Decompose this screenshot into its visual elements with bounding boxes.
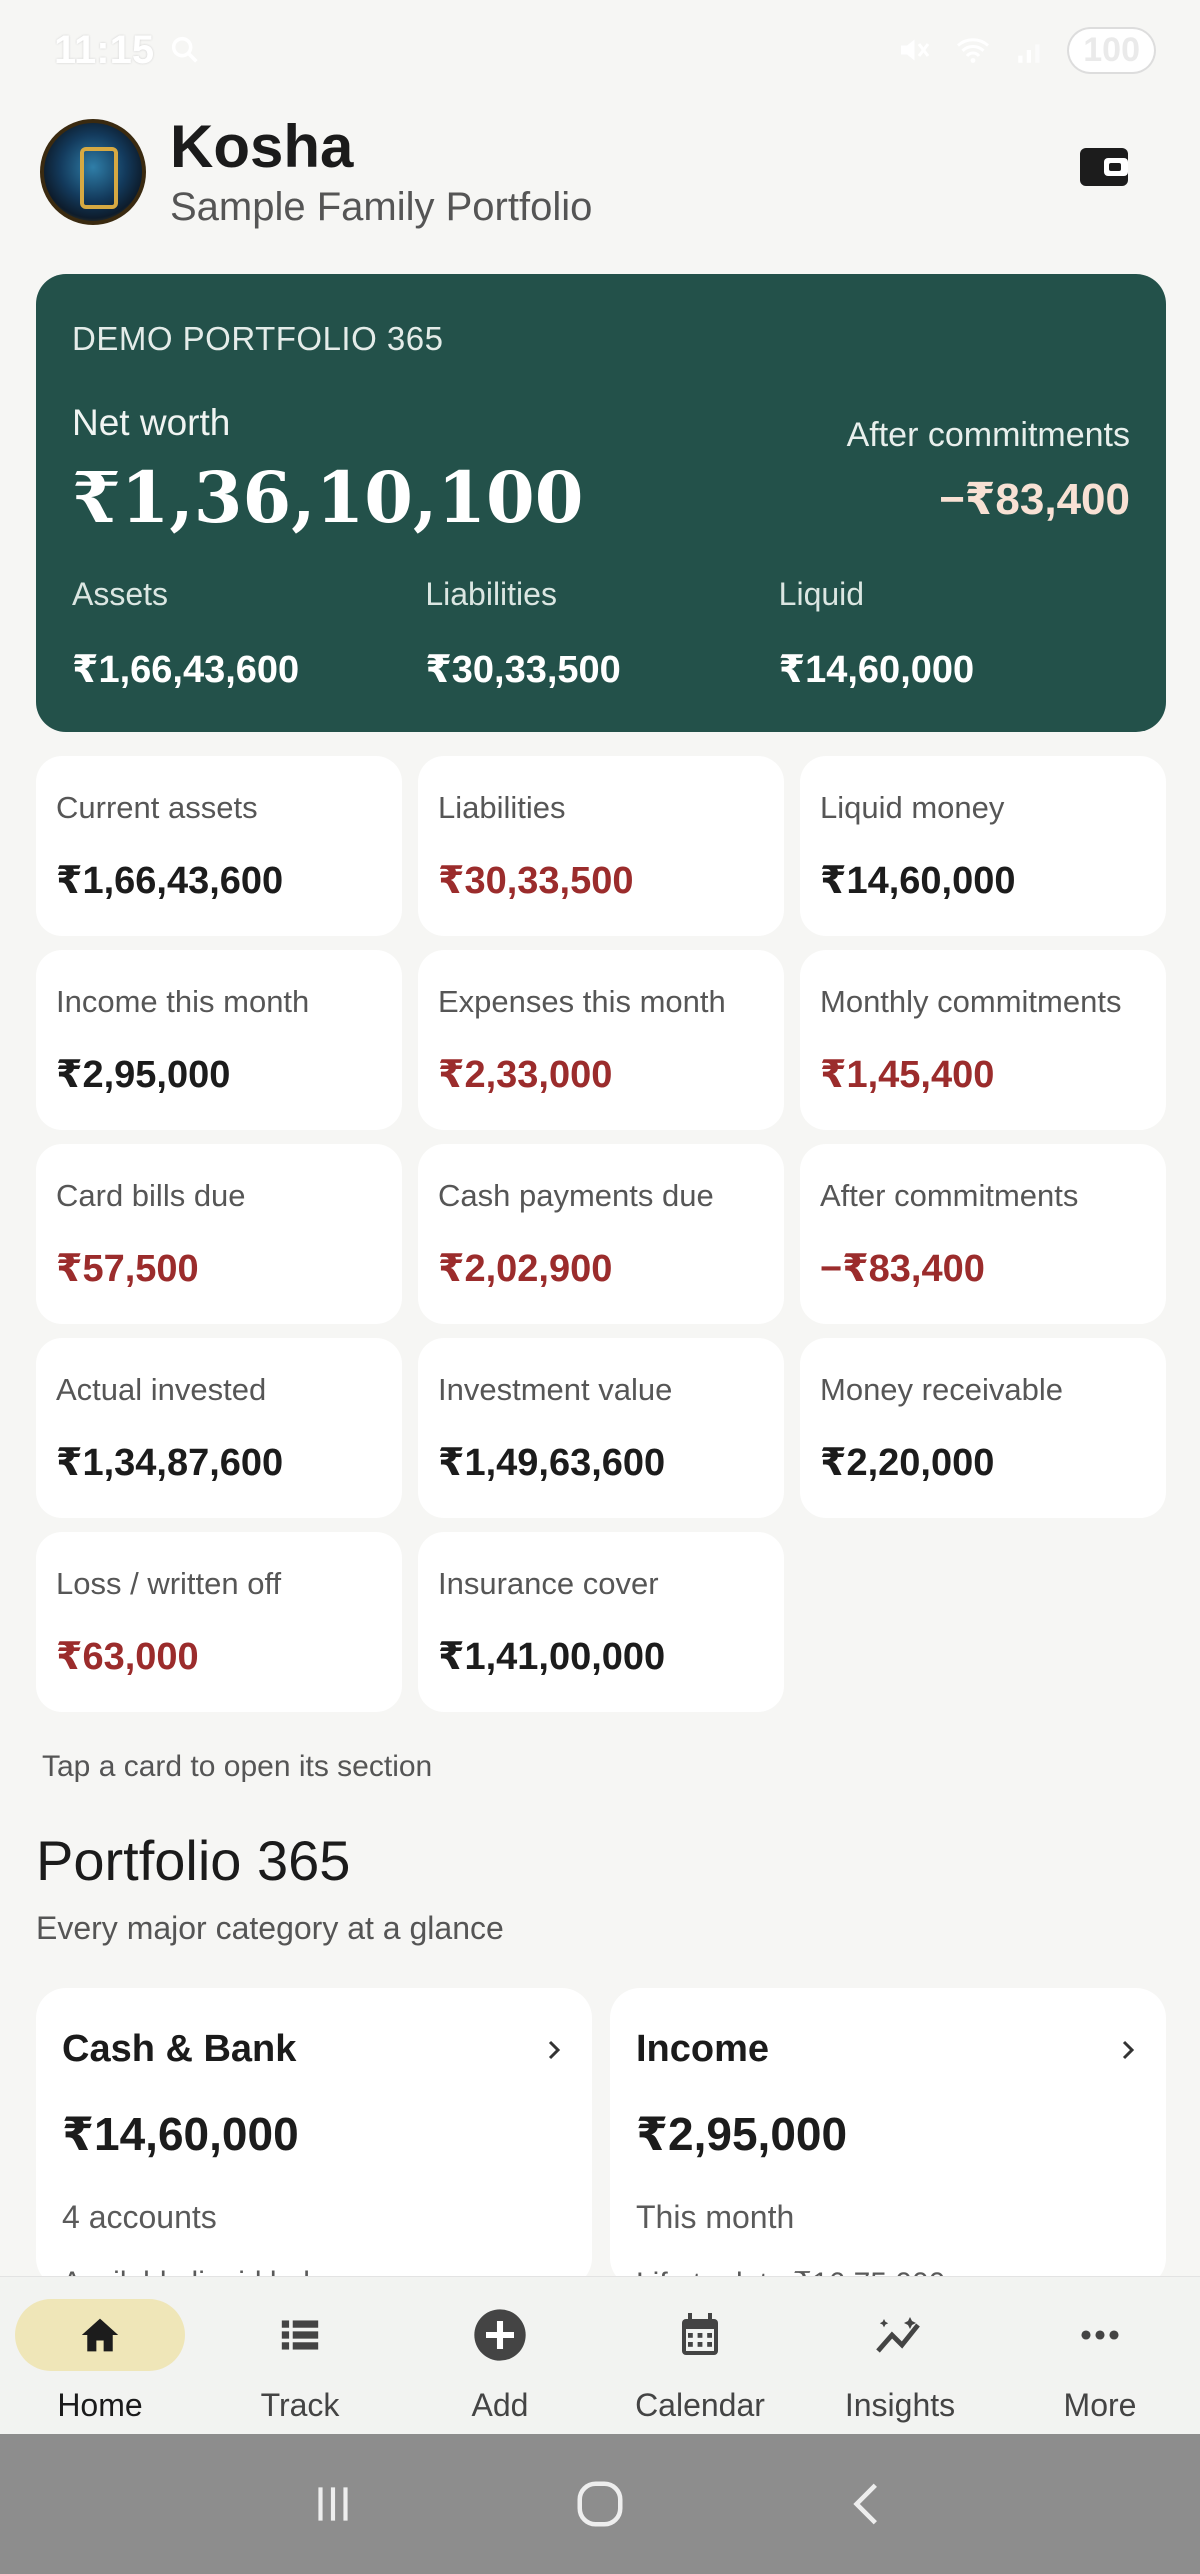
card-value: ₹63,000 bbox=[56, 1636, 199, 1678]
nav-calendar[interactable] bbox=[600, 2277, 800, 2435]
avatar[interactable] bbox=[40, 119, 146, 225]
card-value: ₹2,20,000 bbox=[820, 1442, 995, 1484]
list-icon bbox=[277, 2315, 323, 2355]
card-value: ₹30,33,500 bbox=[438, 860, 634, 902]
system-nav-bar bbox=[0, 2434, 1200, 2574]
section-subtitle: Every major category at a glance bbox=[36, 1910, 504, 1946]
bottom-nav bbox=[0, 2276, 1200, 2434]
card-value: ₹1,34,87,600 bbox=[56, 1442, 284, 1484]
card-actual-invested[interactable] bbox=[36, 1338, 402, 1518]
home-circle-icon[interactable] bbox=[573, 2477, 627, 2531]
hero-liquid bbox=[779, 576, 1132, 692]
net-worth-label: Net worth bbox=[72, 402, 231, 443]
hero-assets bbox=[72, 576, 425, 692]
card-value: ₹2,33,000 bbox=[438, 1054, 613, 1096]
more-icon bbox=[1078, 2328, 1122, 2342]
card-label: Liabilities bbox=[438, 790, 566, 825]
wifi-icon bbox=[951, 32, 995, 68]
card-liquid-money[interactable] bbox=[800, 756, 1166, 936]
hero-liquid-label: Liquid bbox=[778, 576, 865, 612]
hero-assets-label: Assets bbox=[72, 576, 169, 612]
net-worth-card[interactable] bbox=[36, 274, 1166, 732]
app-header bbox=[40, 112, 1160, 232]
card-value: ₹1,49,63,600 bbox=[438, 1442, 666, 1484]
hero-liabilities bbox=[425, 576, 778, 692]
nav-more[interactable] bbox=[1000, 2277, 1200, 2435]
nav-home[interactable] bbox=[0, 2277, 200, 2435]
category-meta: 4 accounts bbox=[62, 2199, 217, 2235]
card-label: Card bills due bbox=[56, 1178, 246, 1213]
card-label: Liquid money bbox=[820, 790, 1005, 825]
category-card-income[interactable] bbox=[610, 1988, 1166, 2288]
recent-apps-icon[interactable] bbox=[308, 2479, 358, 2529]
portfolio-label: DEMO PORTFOLIO 365 bbox=[72, 320, 444, 357]
hero-liabilities-label: Liabilities bbox=[425, 576, 557, 612]
card-value: −₹83,400 bbox=[820, 1248, 985, 1290]
card-insurance-cover[interactable] bbox=[418, 1532, 784, 1712]
category-value: ₹2,95,000 bbox=[636, 2108, 848, 2160]
after-commitments-label: After commitments bbox=[846, 416, 1130, 454]
chevron-right-icon bbox=[542, 2038, 566, 2062]
card-label: Income this month bbox=[56, 984, 310, 1019]
card-loss-written-off[interactable] bbox=[36, 1532, 402, 1712]
status-bar bbox=[0, 0, 1200, 100]
header-titles bbox=[170, 112, 592, 232]
net-worth-value: ₹1,36,10,100 bbox=[72, 456, 584, 539]
nav-label: More bbox=[1063, 2387, 1137, 2423]
hero-assets-value: ₹1,66,43,600 bbox=[72, 649, 300, 691]
card-label: Cash payments due bbox=[438, 1178, 714, 1213]
status-icons bbox=[893, 27, 1156, 74]
card-label: Money receivable bbox=[820, 1372, 1063, 1407]
status-time bbox=[54, 28, 202, 73]
card-label: Current assets bbox=[56, 790, 258, 825]
home-icon bbox=[78, 2315, 122, 2355]
card-label: Loss / written off bbox=[56, 1566, 282, 1601]
card-value: ₹1,66,43,600 bbox=[56, 860, 284, 902]
battery-icon bbox=[1067, 27, 1156, 74]
nav-label: Track bbox=[260, 2387, 340, 2423]
card-money-receivable[interactable] bbox=[800, 1338, 1166, 1518]
battery-level: 100 bbox=[1083, 30, 1140, 69]
card-after-commitments[interactable] bbox=[800, 1144, 1166, 1324]
search-status-icon bbox=[168, 33, 202, 67]
card-cash-payments-due[interactable] bbox=[418, 1144, 784, 1324]
nav-track[interactable] bbox=[200, 2277, 400, 2435]
after-commitments-value: −₹83,400 bbox=[939, 475, 1130, 524]
nav-label: Insights bbox=[844, 2387, 956, 2423]
section-title: Portfolio 365 bbox=[36, 1829, 351, 1892]
card-value: ₹2,02,900 bbox=[438, 1248, 613, 1290]
wallet-icon[interactable] bbox=[1078, 142, 1130, 190]
card-income-month[interactable] bbox=[36, 950, 402, 1130]
category-card-cash-bank[interactable] bbox=[36, 1988, 592, 2288]
nav-label: Home bbox=[57, 2387, 143, 2423]
nav-insights[interactable] bbox=[800, 2277, 1000, 2435]
tap-hint: Tap a card to open its section bbox=[42, 1750, 433, 1783]
portfolio-name[interactable]: Sample Family Portfolio bbox=[170, 185, 593, 229]
category-title: Cash & Bank bbox=[62, 2028, 297, 2070]
card-liabilities[interactable] bbox=[418, 756, 784, 936]
add-circle-icon bbox=[472, 2307, 528, 2363]
card-monthly-commitments[interactable] bbox=[800, 950, 1166, 1130]
card-current-assets[interactable] bbox=[36, 756, 402, 936]
card-card-bills-due[interactable] bbox=[36, 1144, 402, 1324]
clock: 11:15 bbox=[54, 27, 155, 72]
card-investment-value[interactable] bbox=[418, 1338, 784, 1518]
card-label: Investment value bbox=[438, 1372, 673, 1407]
nav-label: Calendar bbox=[635, 2387, 765, 2423]
nav-add[interactable] bbox=[400, 2277, 600, 2435]
category-title: Income bbox=[636, 2028, 770, 2070]
signal-icon bbox=[1013, 33, 1049, 67]
nav-label: Add bbox=[471, 2387, 529, 2423]
card-label: Actual invested bbox=[56, 1372, 267, 1407]
back-icon[interactable] bbox=[842, 2479, 892, 2529]
card-value: ₹57,500 bbox=[56, 1248, 199, 1290]
insights-icon bbox=[874, 2313, 926, 2357]
card-label: Insurance cover bbox=[438, 1566, 659, 1601]
calendar-icon bbox=[678, 2311, 722, 2359]
card-label: Expenses this month bbox=[438, 984, 726, 1019]
app-title: Kosha bbox=[170, 113, 354, 180]
chevron-right-icon bbox=[1116, 2038, 1140, 2062]
hero-liquid-value: ₹14,60,000 bbox=[778, 649, 975, 691]
category-meta: This month bbox=[636, 2199, 795, 2235]
card-expenses-month[interactable] bbox=[418, 950, 784, 1130]
card-label: After commitments bbox=[820, 1178, 1079, 1213]
mute-icon bbox=[893, 32, 933, 68]
card-value: ₹1,41,00,000 bbox=[438, 1636, 666, 1678]
card-label: Monthly commitments bbox=[820, 984, 1122, 1019]
category-value: ₹14,60,000 bbox=[62, 2108, 299, 2160]
hero-summary-row bbox=[72, 576, 1132, 692]
card-value: ₹2,95,000 bbox=[56, 1054, 231, 1096]
card-value: ₹1,45,400 bbox=[820, 1054, 995, 1096]
hero-liabilities-value: ₹30,33,500 bbox=[425, 649, 621, 691]
card-value: ₹14,60,000 bbox=[820, 860, 1016, 902]
